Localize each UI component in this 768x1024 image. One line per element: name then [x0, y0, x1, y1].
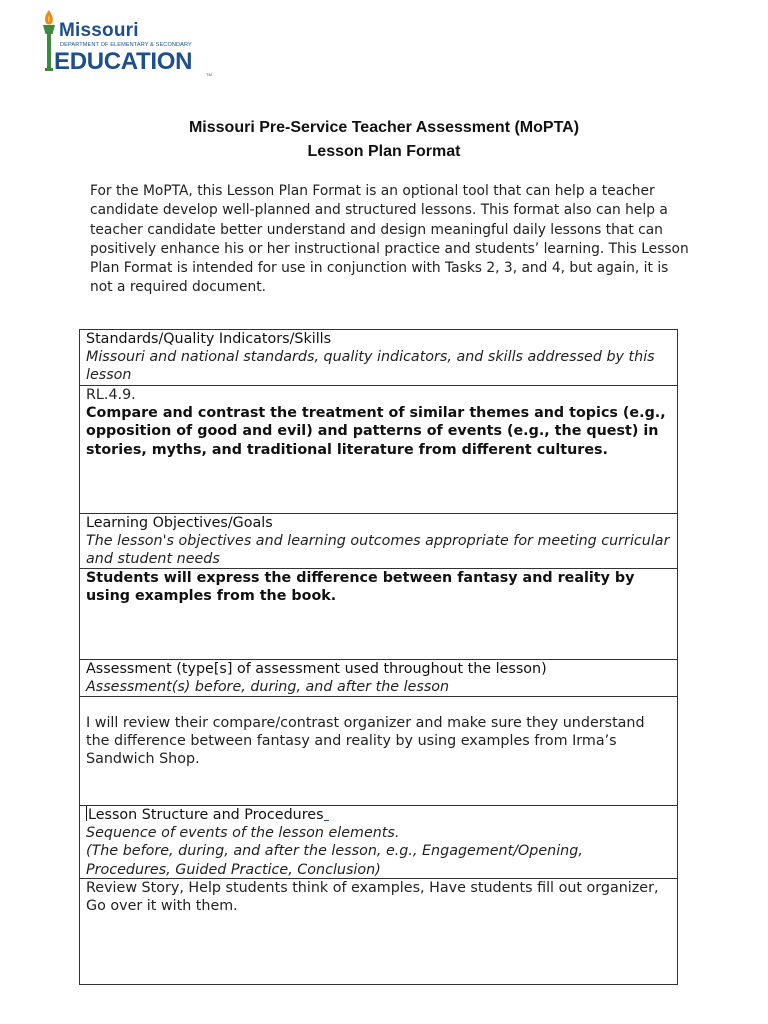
document-subtitle: Lesson Plan Format — [307, 143, 461, 160]
logo-trademark: TM — [206, 72, 212, 77]
assessment-header-cell — [80, 659, 677, 696]
logo-missouri: Missouri — [59, 20, 139, 41]
objectives-header-cell — [80, 513, 677, 568]
standards-response: Compare and contrast the treatment of similar themes and topics (e.g., opposition of good and evil) and patterns of events (e.g., the quest) in stories, myths, and traditional literature from different cultures. — [86, 405, 666, 458]
objectives-response-cell[interactable] — [80, 568, 677, 659]
procedures-heading: Lesson Structure and Procedures — [88, 807, 324, 823]
logo-department: DEPARTMENT OF ELEMENTARY & SECONDARY — [60, 42, 192, 48]
underline-mark — [324, 806, 329, 821]
standards-description: Missouri and national standards, quality indicators, and skills addressed by this lesson — [86, 349, 655, 384]
assessment-response: I will review their compare/contrast organizer and make sure they understand the difference between fantasy and reality by using examples from Irma’s Sandwich Shop. — [86, 715, 645, 768]
lesson-plan-table — [79, 329, 678, 985]
procedures-header-cell — [80, 805, 677, 878]
procedures-description-2: (The before, during, and after the lesson, e.g., Engagement/Opening, Procedures, Guided Practice, Conclusion) — [86, 843, 583, 878]
standards-heading: Standards/Quality Indicators/Skills — [86, 331, 332, 347]
procedures-description-1: Sequence of events of the lesson elements. — [86, 825, 400, 842]
procedures-heading-line — [86, 806, 671, 824]
objectives-response: Students will express the difference between fantasy and reality by using examples from the book. — [86, 570, 635, 605]
standards-code: RL.4.9. — [86, 387, 136, 403]
objectives-heading: Learning Objectives/Goals — [86, 515, 273, 531]
objectives-description: The lesson's objectives and learning outcomes appropriate for meeting curricular and student needs — [86, 533, 670, 568]
assessment-response-cell[interactable] — [80, 696, 677, 805]
standards-response-cell[interactable] — [80, 385, 677, 513]
document-title: Missouri Pre-Service Teacher Assessment (MoPTA) — [188, 119, 580, 136]
procedures-response-cell[interactable] — [80, 878, 677, 984]
text-cursor — [86, 806, 87, 821]
assessment-description: Assessment(s) before, during, and after the lesson — [86, 679, 450, 696]
missouri-education-logo — [40, 8, 220, 77]
procedures-response: Review Story, Help students think of examples, Have students fill out organizer, Go over it with them. — [86, 880, 659, 915]
logo-education: EDUCATION — [54, 48, 193, 75]
standards-header-cell — [80, 330, 677, 385]
intro-paragraph: For the MoPTA, this Lesson Plan Format is an optional tool that can help a teacher candidate develop well-planned and structured lessons. This format also can help a teacher candidate better understand and design meaningful daily lessons that can positively enhance his or her instructional practice and students’ learning. This Lesson Plan Format is intended for use in conjunction with Tasks 2, 3, and 4, but again, it is not a required document. — [90, 183, 689, 296]
assessment-heading: Assessment (type[s] of assessment used throughout the lesson) — [86, 661, 547, 677]
